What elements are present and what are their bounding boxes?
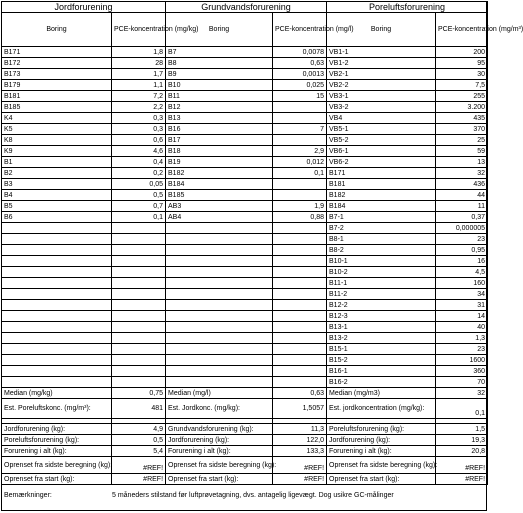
jord-conc-cell: 0,2: [112, 168, 166, 179]
table-row: [2, 322, 488, 333]
table-row: [2, 355, 488, 366]
table-row: [2, 223, 488, 234]
est-jord-value: 481: [112, 399, 166, 419]
grund-boring-cell: B7: [166, 47, 273, 58]
jord-conc-cell: [112, 311, 166, 322]
remarks-label: Bemærkninger:: [4, 492, 52, 499]
jord-conc-cell: [112, 355, 166, 366]
oprenset-sidste-jord-value: #REF!: [112, 457, 166, 474]
oprenset-start-pore-label: Oprenset fra start (kg):: [327, 474, 436, 485]
table-row: [2, 278, 488, 289]
jord-conc-cell: [112, 300, 166, 311]
totals-row: [2, 424, 488, 435]
table-row: [2, 267, 488, 278]
median-jord-value: 0,75: [112, 388, 166, 399]
oprenset-start-grund-label: Oprenset fra start (kg):: [166, 474, 273, 485]
pore-boring-cell: VB6-1: [327, 146, 436, 157]
table-row: [2, 344, 488, 355]
pore-conc-cell: 1600: [436, 355, 488, 366]
total-pore-value: 19,3: [436, 435, 488, 446]
pore-conc-cell: 40: [436, 322, 488, 333]
table-row: [2, 91, 488, 102]
jord-conc-cell: [112, 256, 166, 267]
table-row: [2, 47, 488, 58]
total-grund-label: Jordforurening (kg):: [166, 435, 273, 446]
pore-conc-cell: 3.200: [436, 102, 488, 113]
grund-boring-cell: [166, 377, 273, 388]
pore-conc-cell: 13: [436, 157, 488, 168]
pore-conc-cell: 160: [436, 278, 488, 289]
grund-boring-cell: [166, 223, 273, 234]
oprenset-sidste-pore-label: Oprenset fra sidste beregning (kg):: [327, 457, 436, 474]
pore-conc-cell: 1,3: [436, 333, 488, 344]
grund-boring-cell: [166, 267, 273, 278]
jord-conc-cell: [112, 278, 166, 289]
pore-boring-cell: B7-1: [327, 212, 436, 223]
jord-boring-cell: B3: [2, 179, 112, 190]
grund-boring-cell: B185: [166, 190, 273, 201]
grund-conc-cell: [273, 234, 327, 245]
grund-boring-cell: [166, 366, 273, 377]
grund-conc-cell: [273, 102, 327, 113]
grund-boring-cell: AB3: [166, 201, 273, 212]
grund-conc-cell: 0,0078: [273, 47, 327, 58]
col-header-jord-boring: Boring: [2, 13, 112, 47]
pore-boring-cell: B10-2: [327, 267, 436, 278]
pore-boring-cell: B171: [327, 168, 436, 179]
pore-conc-cell: 0,95: [436, 245, 488, 256]
pore-boring-cell: B182: [327, 190, 436, 201]
est-grund-label: Est. Jordkonc. (mg/kg):: [166, 399, 273, 419]
pore-conc-cell: 23: [436, 344, 488, 355]
pore-boring-cell: VB2-1: [327, 69, 436, 80]
totals-row: [2, 435, 488, 446]
pore-boring-cell: B13-1: [327, 322, 436, 333]
grund-boring-cell: B16: [166, 124, 273, 135]
grund-boring-cell: B8: [166, 58, 273, 69]
grund-conc-cell: [273, 377, 327, 388]
pore-boring-cell: VB1-2: [327, 58, 436, 69]
est-jord-label: Est. Poreluftskonc. (mg/m³):: [2, 399, 112, 419]
grund-conc-cell: 1,9: [273, 201, 327, 212]
jord-conc-cell: 0,4: [112, 157, 166, 168]
grund-conc-cell: [273, 113, 327, 124]
jord-boring-cell: [2, 311, 112, 322]
col-header-pore-boring: Boring: [327, 13, 436, 47]
median-pore-value: 32: [436, 388, 488, 399]
grund-conc-cell: [273, 366, 327, 377]
median-pore-label: Median (mg/m3): [327, 388, 436, 399]
est-pore-value: 0,1: [436, 399, 488, 419]
remarks-row: [2, 491, 486, 502]
table-row: [2, 69, 488, 80]
total-grund-label: Forurening i alt (kg):: [166, 446, 273, 457]
total-jord-label: Poreluftsforurening (kg):: [2, 435, 112, 446]
pore-boring-cell: B12-3: [327, 311, 436, 322]
jord-conc-cell: 0,6: [112, 135, 166, 146]
total-jord-value: 5,4: [112, 446, 166, 457]
oprenset-sidste-grund-label: Oprenset fra sidste beregning (kg):: [166, 457, 273, 474]
grund-conc-cell: 2,9: [273, 146, 327, 157]
grund-conc-cell: [273, 245, 327, 256]
grund-conc-cell: [273, 223, 327, 234]
pore-conc-cell: 0,37: [436, 212, 488, 223]
est-pore-label: Est. jordkoncentration (mg/kg):: [327, 399, 436, 419]
jord-boring-cell: K8: [2, 135, 112, 146]
pore-boring-cell: B11-1: [327, 278, 436, 289]
grund-boring-cell: B18: [166, 146, 273, 157]
pore-boring-cell: VB5-1: [327, 124, 436, 135]
jord-boring-cell: [2, 377, 112, 388]
table-row: [2, 179, 488, 190]
table-row: [2, 190, 488, 201]
total-grund-value: 11,3: [273, 424, 327, 435]
jord-boring-cell: K5: [2, 124, 112, 135]
jord-boring-cell: [2, 289, 112, 300]
pore-conc-cell: 0,000005: [436, 223, 488, 234]
grund-conc-cell: 0,1: [273, 168, 327, 179]
grund-conc-cell: 15: [273, 91, 327, 102]
jord-boring-cell: [2, 245, 112, 256]
total-jord-value: 0,5: [112, 435, 166, 446]
pore-conc-cell: 255: [436, 91, 488, 102]
jord-conc-cell: [112, 267, 166, 278]
jord-conc-cell: 4,6: [112, 146, 166, 157]
total-pore-label: Forurening i alt (kg):: [327, 446, 436, 457]
pore-boring-cell: B10-1: [327, 256, 436, 267]
grund-conc-cell: [273, 267, 327, 278]
table-row: [2, 212, 488, 223]
table-row: [2, 102, 488, 113]
pore-boring-cell: B11-2: [327, 289, 436, 300]
table-row: [2, 333, 488, 344]
grund-conc-cell: 7: [273, 124, 327, 135]
jord-conc-cell: [112, 322, 166, 333]
pore-boring-cell: VB5-2: [327, 135, 436, 146]
total-jord-label: Forurening i alt (kg):: [2, 446, 112, 457]
jord-boring-cell: [2, 223, 112, 234]
grund-boring-cell: [166, 278, 273, 289]
table-row: [2, 113, 488, 124]
pore-boring-cell: B184: [327, 201, 436, 212]
jord-conc-cell: 0,3: [112, 124, 166, 135]
jord-conc-cell: 7,2: [112, 91, 166, 102]
jord-boring-cell: B1: [2, 157, 112, 168]
grund-conc-cell: [273, 190, 327, 201]
grund-boring-cell: [166, 289, 273, 300]
grund-conc-cell: 0,88: [273, 212, 327, 223]
pore-boring-cell: B8-1: [327, 234, 436, 245]
oprenset-start-jord-value: #REF!: [112, 474, 166, 485]
pore-boring-cell: B12-2: [327, 300, 436, 311]
grund-conc-cell: [273, 333, 327, 344]
jord-conc-cell: [112, 333, 166, 344]
grund-boring-cell: [166, 333, 273, 344]
grund-boring-cell: B19: [166, 157, 273, 168]
table-row: [2, 135, 488, 146]
pore-conc-cell: 4,5: [436, 267, 488, 278]
jord-boring-cell: B172: [2, 58, 112, 69]
pore-boring-cell: B13-2: [327, 333, 436, 344]
total-jord-value: 4,9: [112, 424, 166, 435]
pore-conc-cell: 435: [436, 113, 488, 124]
pore-boring-cell: VB6-2: [327, 157, 436, 168]
jord-boring-cell: [2, 256, 112, 267]
total-grund-value: 133,3: [273, 446, 327, 457]
grund-boring-cell: B9: [166, 69, 273, 80]
grund-conc-cell: 0,012: [273, 157, 327, 168]
pore-conc-cell: 23: [436, 234, 488, 245]
col-header-jord-conc: PCE-koncentration (mg/kg): [112, 13, 166, 47]
jord-boring-cell: B4: [2, 190, 112, 201]
jord-boring-cell: B5: [2, 201, 112, 212]
total-grund-value: 122,0: [273, 435, 327, 446]
grund-boring-cell: B13: [166, 113, 273, 124]
jord-boring-cell: B6: [2, 212, 112, 223]
pore-conc-cell: 360: [436, 366, 488, 377]
pore-conc-cell: 16: [436, 256, 488, 267]
table-row: [2, 58, 488, 69]
jord-boring-cell: [2, 355, 112, 366]
grund-conc-cell: [273, 278, 327, 289]
table-row: [2, 168, 488, 179]
pore-conc-cell: 14: [436, 311, 488, 322]
pore-conc-cell: 370: [436, 124, 488, 135]
oprenset-start-jord-label: Oprenset fra start (kg):: [2, 474, 112, 485]
jord-conc-cell: [112, 223, 166, 234]
jord-conc-cell: 2,2: [112, 102, 166, 113]
pce-table: [1, 1, 523, 485]
pore-conc-cell: 95: [436, 58, 488, 69]
jord-boring-cell: [2, 344, 112, 355]
remarks-text: 5 måneders stilstand før luftprøvetagning, dvs. antagelig ligevægt. Dog usikre GC-målinger: [112, 492, 394, 499]
grund-boring-cell: B184: [166, 179, 273, 190]
section-poreluftsforurening: Poreluftsforurening: [327, 2, 488, 13]
pore-conc-cell: 436: [436, 179, 488, 190]
table-row: [2, 256, 488, 267]
jord-conc-cell: [112, 344, 166, 355]
table-row: [2, 234, 488, 245]
jord-boring-cell: B171: [2, 47, 112, 58]
jord-conc-cell: 0,7: [112, 201, 166, 212]
pore-conc-cell: 11: [436, 201, 488, 212]
grund-boring-cell: [166, 311, 273, 322]
pore-boring-cell: B16-2: [327, 377, 436, 388]
pore-boring-cell: VB3-1: [327, 91, 436, 102]
jord-boring-cell: [2, 234, 112, 245]
oprenset-sidste-pore-value: #REF!: [436, 457, 488, 474]
oprenset-sidste-jord-label: Oprenset fra sidste beregning (kg):: [2, 457, 112, 474]
table-row: [2, 124, 488, 135]
total-jord-label: Jordforurening (kg):: [2, 424, 112, 435]
table-row: [2, 377, 488, 388]
pore-boring-cell: B181: [327, 179, 436, 190]
pore-boring-cell: VB3-2: [327, 102, 436, 113]
jord-boring-cell: [2, 267, 112, 278]
pore-conc-cell: 30: [436, 69, 488, 80]
pore-conc-cell: 200: [436, 47, 488, 58]
median-grund-label: Median (mg/l): [166, 388, 273, 399]
pore-conc-cell: 34: [436, 289, 488, 300]
jord-boring-cell: B2: [2, 168, 112, 179]
pore-boring-cell: B15-1: [327, 344, 436, 355]
totals-row: [2, 446, 488, 457]
pore-conc-cell: 31: [436, 300, 488, 311]
pore-boring-cell: B8-2: [327, 245, 436, 256]
grund-boring-cell: B182: [166, 168, 273, 179]
grund-conc-cell: [273, 355, 327, 366]
total-pore-label: Jordforurening (kg):: [327, 435, 436, 446]
jord-boring-cell: B185: [2, 102, 112, 113]
jord-boring-cell: [2, 300, 112, 311]
total-pore-value: 20,8: [436, 446, 488, 457]
grund-conc-cell: 0,025: [273, 80, 327, 91]
jord-boring-cell: [2, 333, 112, 344]
oprenset-sidste-grund-value: #REF!: [273, 457, 327, 474]
table-row: [2, 245, 488, 256]
table-row: [2, 146, 488, 157]
jord-conc-cell: [112, 377, 166, 388]
grund-conc-cell: 0,63: [273, 58, 327, 69]
col-header-grund-conc: PCE-koncentration (mg/l): [273, 13, 327, 47]
jord-conc-cell: 1,7: [112, 69, 166, 80]
oprenset-start-grund-value: #REF!: [273, 474, 327, 485]
grund-conc-cell: [273, 289, 327, 300]
grund-boring-cell: [166, 355, 273, 366]
jord-conc-cell: 0,05: [112, 179, 166, 190]
jord-conc-cell: [112, 245, 166, 256]
table-row: [2, 300, 488, 311]
grund-boring-cell: [166, 234, 273, 245]
grund-boring-cell: B12: [166, 102, 273, 113]
pore-boring-cell: B15-2: [327, 355, 436, 366]
jord-boring-cell: B179: [2, 80, 112, 91]
pore-conc-cell: 59: [436, 146, 488, 157]
table-row: [2, 289, 488, 300]
pore-conc-cell: 70: [436, 377, 488, 388]
jord-boring-cell: [2, 278, 112, 289]
jord-boring-cell: K4: [2, 113, 112, 124]
jord-conc-cell: 0,1: [112, 212, 166, 223]
jord-conc-cell: [112, 234, 166, 245]
total-grund-label: Grundvandsforurening (kg):: [166, 424, 273, 435]
grund-boring-cell: [166, 344, 273, 355]
grund-conc-cell: 0,0013: [273, 69, 327, 80]
table-row: [2, 157, 488, 168]
table-row: [2, 311, 488, 322]
grund-boring-cell: B10: [166, 80, 273, 91]
grund-conc-cell: [273, 311, 327, 322]
est-grund-value: 1,5057: [273, 399, 327, 419]
grund-conc-cell: [273, 344, 327, 355]
pore-boring-cell: VB1-1: [327, 47, 436, 58]
table-row: [2, 366, 488, 377]
grund-conc-cell: [273, 256, 327, 267]
section-grundvandsforurening: Grundvandsforurening: [166, 2, 327, 13]
total-pore-value: 1,5: [436, 424, 488, 435]
jord-conc-cell: 0,3: [112, 113, 166, 124]
jord-conc-cell: 1,8: [112, 47, 166, 58]
pore-conc-cell: 25: [436, 135, 488, 146]
pore-boring-cell: VB2-2: [327, 80, 436, 91]
col-header-pore-conc: PCE-koncentration (mg/m³): [436, 13, 488, 47]
grund-conc-cell: [273, 179, 327, 190]
jord-boring-cell: B181: [2, 91, 112, 102]
pore-boring-cell: B16-1: [327, 366, 436, 377]
grund-boring-cell: AB4: [166, 212, 273, 223]
grund-boring-cell: B17: [166, 135, 273, 146]
jord-boring-cell: K9: [2, 146, 112, 157]
jord-conc-cell: 0,5: [112, 190, 166, 201]
median-grund-value: 0,63: [273, 388, 327, 399]
jord-conc-cell: [112, 289, 166, 300]
grund-boring-cell: [166, 245, 273, 256]
jord-boring-cell: [2, 366, 112, 377]
pore-boring-cell: B7-2: [327, 223, 436, 234]
jord-conc-cell: [112, 366, 166, 377]
pore-conc-cell: 7,5: [436, 80, 488, 91]
total-pore-label: Poreluftsforurening (kg):: [327, 424, 436, 435]
pore-conc-cell: 44: [436, 190, 488, 201]
table-row: [2, 201, 488, 212]
section-jordforurening: Jordforurening: [2, 2, 166, 13]
grund-boring-cell: [166, 322, 273, 333]
grund-boring-cell: B11: [166, 91, 273, 102]
oprenset-start-pore-value: #REF!: [436, 474, 488, 485]
jord-boring-cell: [2, 322, 112, 333]
grund-conc-cell: [273, 322, 327, 333]
grund-boring-cell: [166, 256, 273, 267]
jord-conc-cell: 1,1: [112, 80, 166, 91]
jord-conc-cell: 28: [112, 58, 166, 69]
jord-boring-cell: B173: [2, 69, 112, 80]
grund-conc-cell: [273, 300, 327, 311]
median-jord-label: Median (mg/kg): [2, 388, 112, 399]
table-row: [2, 80, 488, 91]
grund-boring-cell: [166, 300, 273, 311]
pore-boring-cell: VB4: [327, 113, 436, 124]
col-header-grund-boring: Boring: [166, 13, 273, 47]
pore-conc-cell: 32: [436, 168, 488, 179]
grund-conc-cell: [273, 135, 327, 146]
